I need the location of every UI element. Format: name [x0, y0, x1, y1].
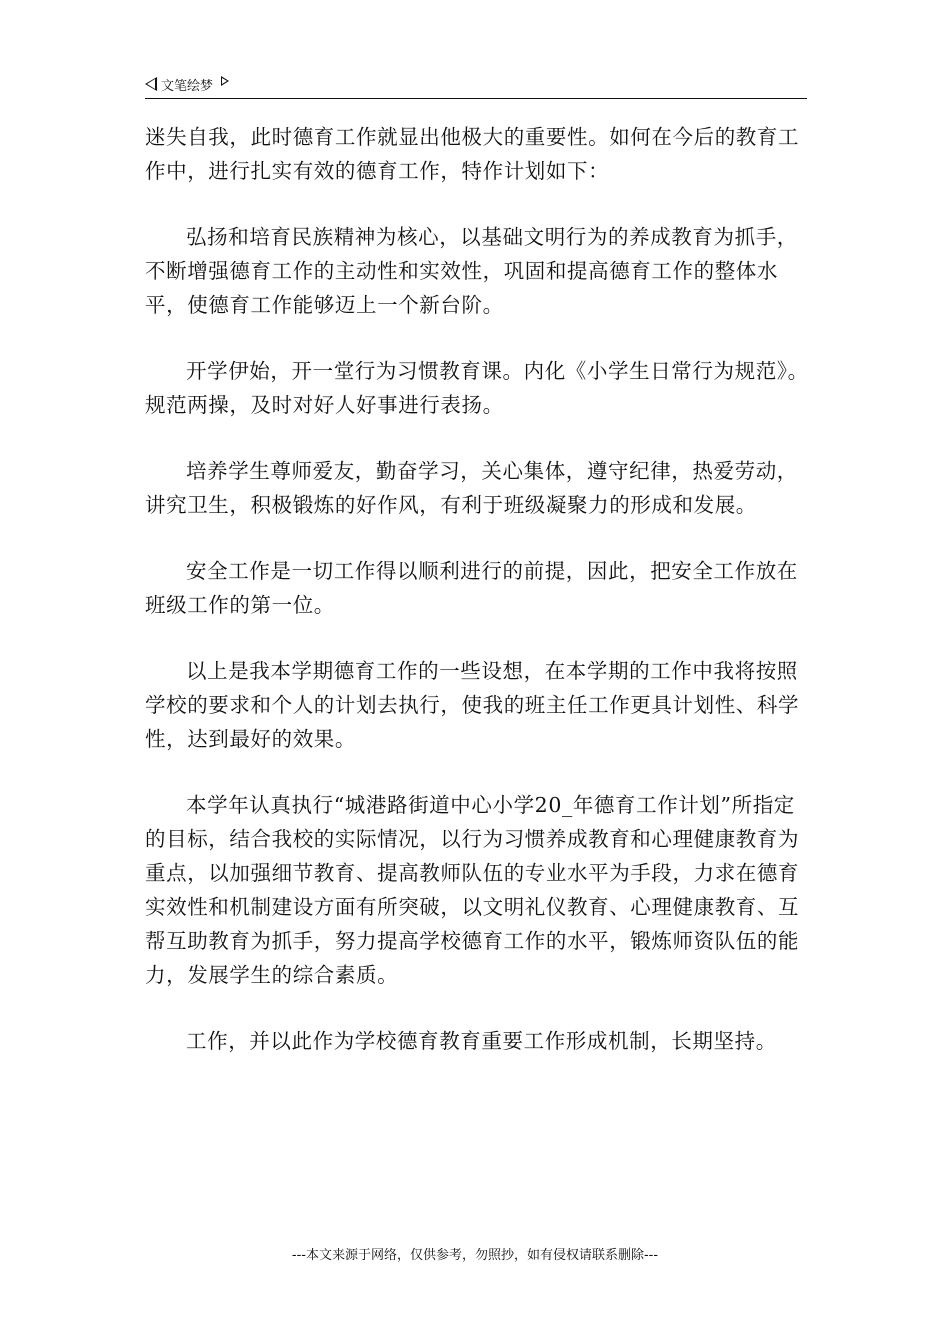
paragraph-8: 工作，并以此作为学校德育教育重要工作形成机制，长期坚持。 [186, 1029, 777, 1053]
triangle-left-icon [145, 77, 157, 91]
paragraph-1: 迷失自我，此时德育工作就显出他极大的重要性。如何在今后的教育工作中，进行扎实有效的德育工作，特作计划如下： [145, 125, 800, 183]
page-footer: ---本文来源于网络，仅供参考，勿照抄，如有侵权请联系删除--- [291, 1248, 659, 1263]
header-brand: 文笔绘梦 [161, 78, 214, 94]
document-body [145, 120, 810, 1090]
page-header [145, 74, 807, 99]
paragraph-3: 开学伊始，开一堂行为习惯教育课。内化《小学生日常行为规范》。规范两操，及时对好人好事进行表扬。 [145, 359, 809, 417]
triangle-right-icon [221, 76, 229, 86]
paragraph-7: 本学年认真执行“城港路街道中心小学20_年德育工作计划”所指定的目标，结合我校的实际情况，以行为习惯养成教育和心理健康教育为重点，以加强细节教育、提高教师队伍的专业水平为手段，力求在德育实效性和机制建设方面有所突破，以文明礼仪教育、心理健康教育、互帮互助教育为抓手，努力提高学校德育工作的水平，锻炼师资队伍的能力，发展学生的综合素质。 [145, 793, 800, 987]
paragraph-2: 弘扬和培育民族精神为核心，以基础文明行为的养成教育为抓手，不断增强德育工作的主动性和实效性，巩固和提高德育工作的整体水平，使德育工作能够迈上一个新台阶。 [145, 225, 798, 317]
paragraph-6: 以上是我本学期德育工作的一些设想，在本学期的工作中我将按照学校的要求和个人的计划去执行，使我的班主任工作更具计划性、科学性，达到最好的效果。 [145, 659, 800, 751]
paragraph-5: 安全工作是一切工作得以顺利进行的前提，因此，把安全工作放在班级工作的第一位。 [145, 559, 798, 617]
paragraph-4: 培养学生尊师爱友，勤奋学习，关心集体，遵守纪律，热爱劳动，讲究卫生，积极锻炼的好作风，有利于班级凝聚力的形成和发展。 [145, 459, 798, 517]
